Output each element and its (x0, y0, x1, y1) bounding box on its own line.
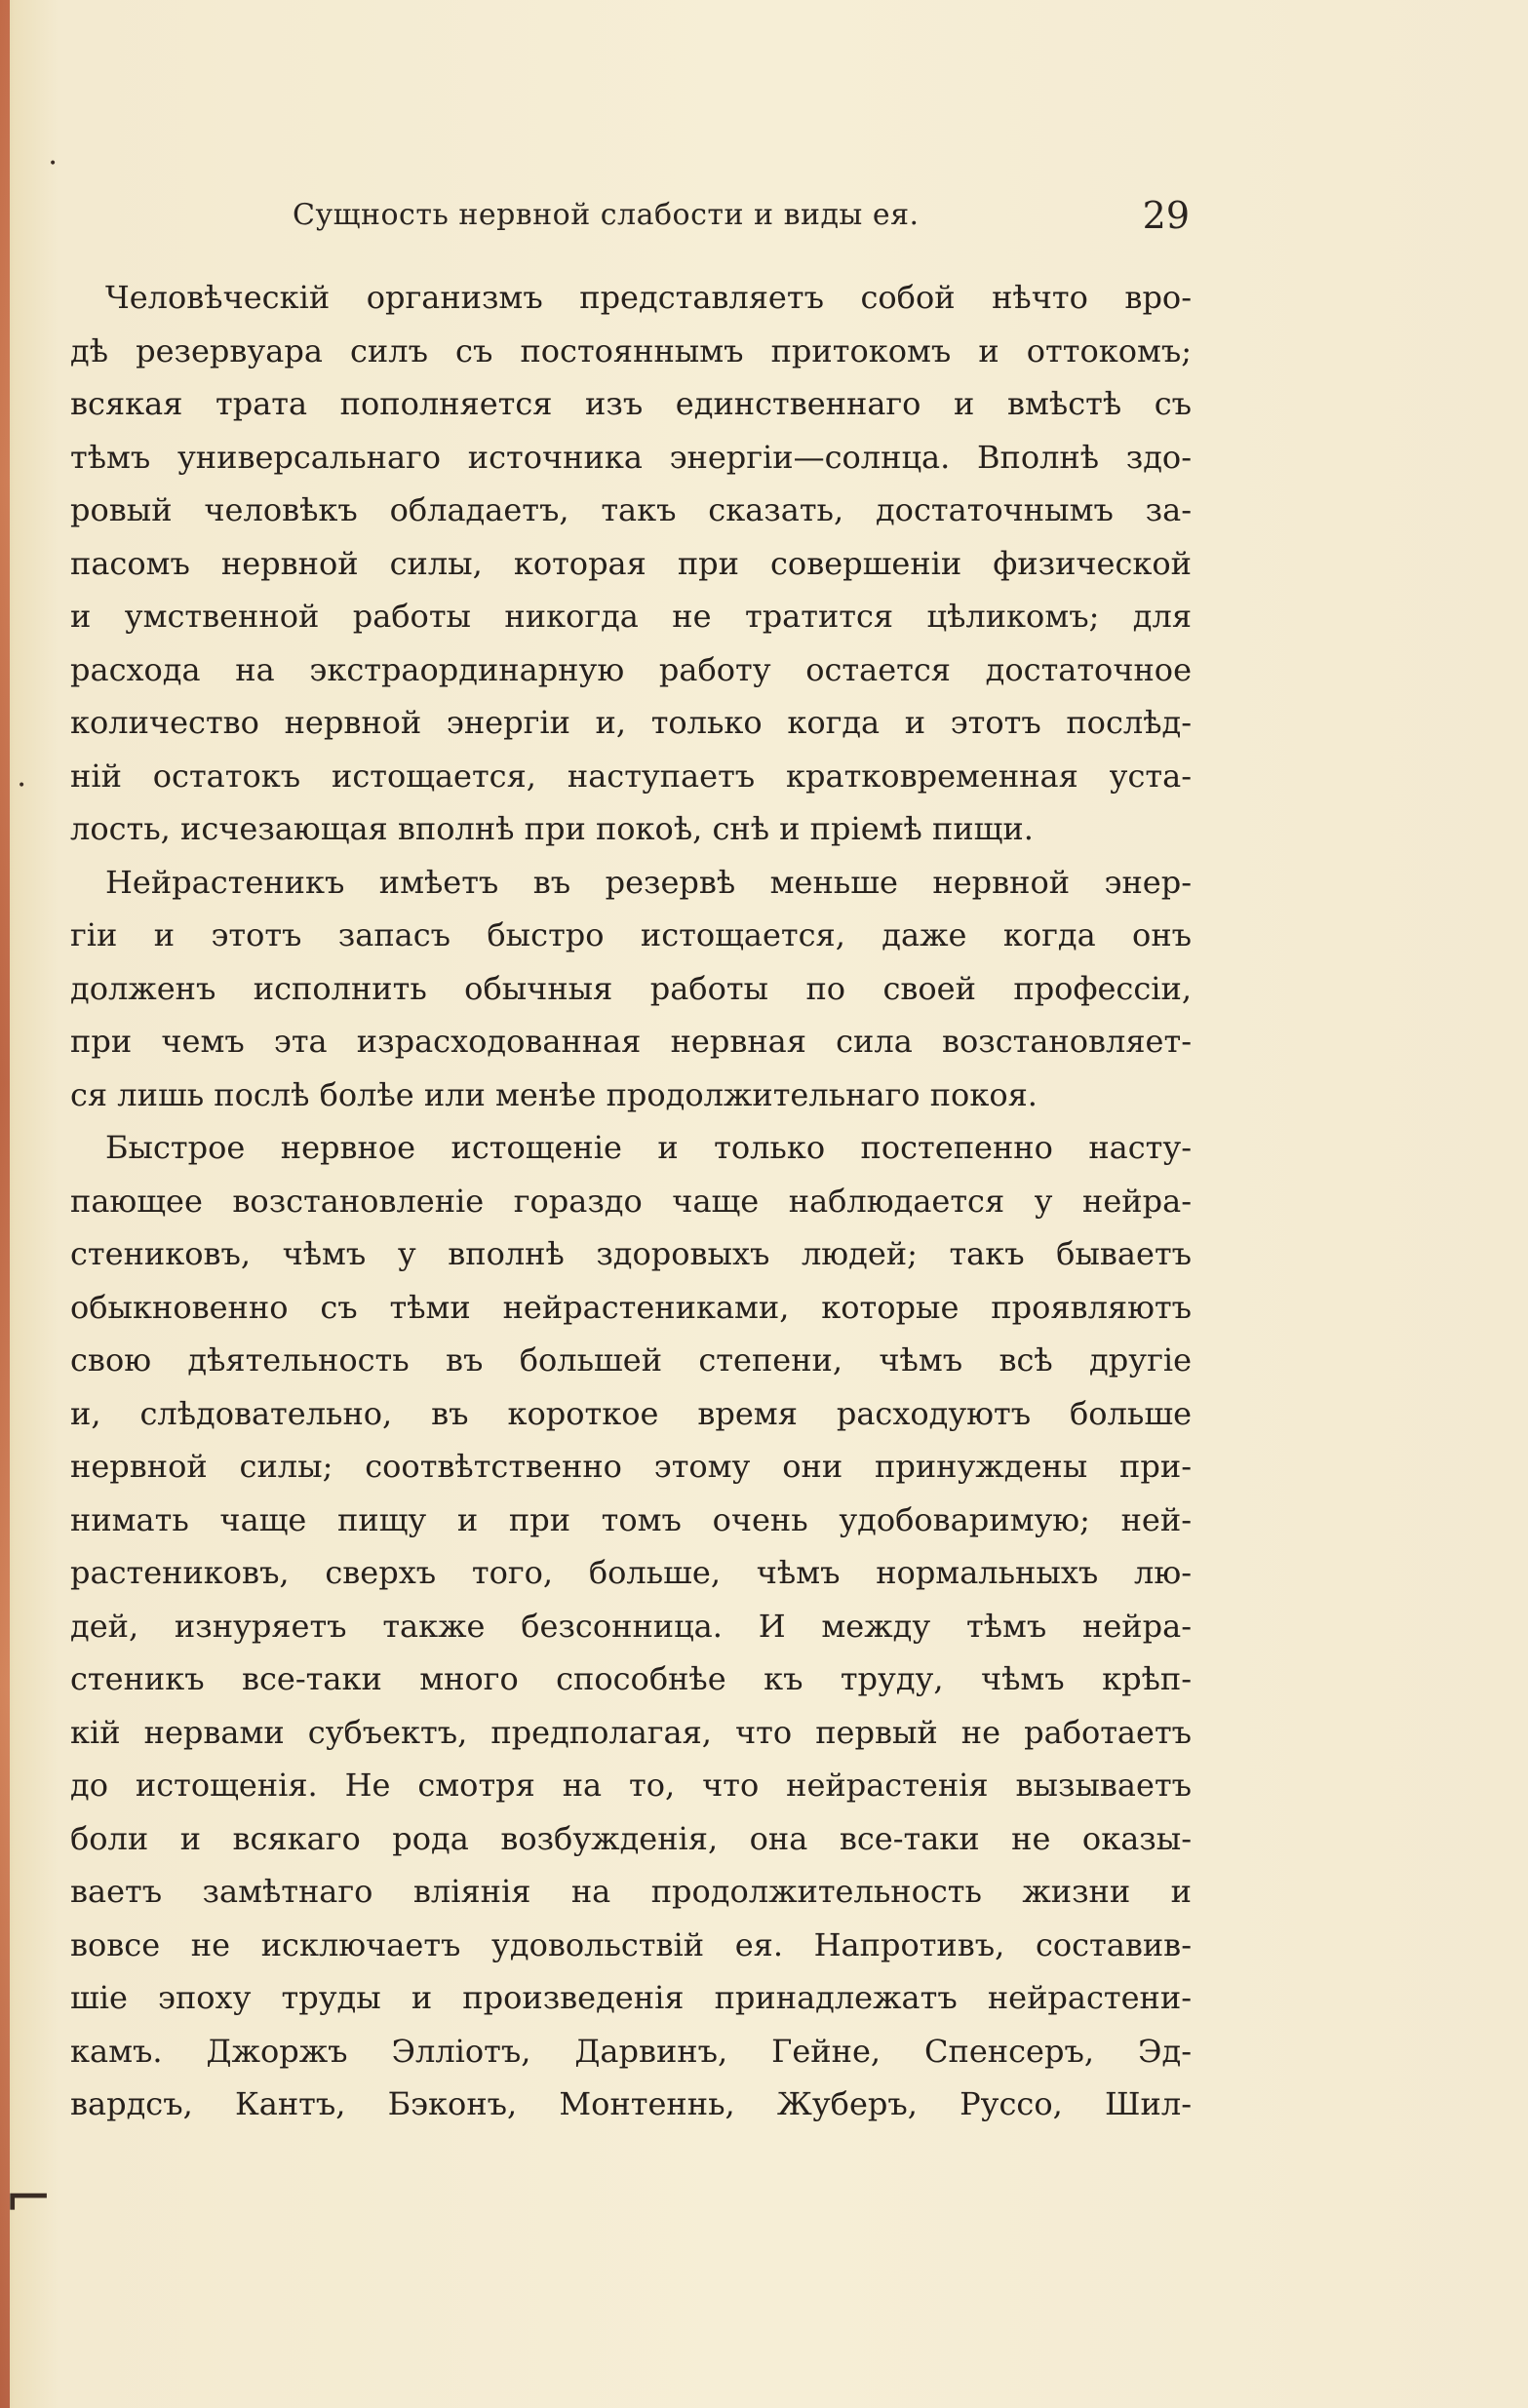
text-line: до истощенія. Не смотря на то, что нейрастенія вызываетъ (70, 1767, 1192, 1804)
text-line: пасомъ нервной силы, которая при совершеніи физической (70, 544, 1192, 582)
text-line: боли и всякаго рода возбужденія, она все-таки не оказы- (70, 1819, 1192, 1857)
text-line: вовсе не исключаетъ удовольствій ея. Напротивъ, составив- (70, 1925, 1192, 1963)
page-spine-edge (0, 0, 10, 2408)
text-line: дей, изнуряетъ также безсонница. И между тѣмъ нейра- (70, 1607, 1192, 1645)
ink-speck: • (18, 778, 26, 794)
text-line: ся лишь послѣ болѣе или менѣе продолжительнаго покоя. (70, 1075, 1038, 1113)
running-title: Сущность нервной слабости и виды ея. (293, 198, 920, 232)
text-line: стениковъ, чѣмъ у вполнѣ здоровыхъ людей; такъ бываетъ (70, 1235, 1192, 1272)
text-line: пающее возстановленіе гораздо чаще наблюдается у нейра- (70, 1182, 1192, 1220)
text-line: стеникъ все-таки много способнѣе къ труду, чѣмъ крѣп- (70, 1660, 1192, 1697)
text-line: камъ. Джоржъ Эллiотъ, Дарвинъ, Гейне, Спенсеръ, Эд- (70, 2032, 1192, 2070)
text-line: всякая трата пополняется изъ единственнаго и вмѣстѣ съ (70, 385, 1192, 422)
ink-speck: • (49, 156, 58, 172)
text-line: шіе эпоху труды и произведенія принадлежатъ нейрастени- (70, 1979, 1192, 2016)
text-line: Человѣческій организмъ представляетъ собой нѣчто вро- (105, 279, 1192, 316)
text-line: вардсъ, Кантъ, Бэконъ, Монтеннь, Жуберъ, Руссо, Шил- (70, 2085, 1192, 2122)
text-line: Быстрое нервное истощеніе и только постепенно насту- (105, 1129, 1192, 1166)
text-line: расхода на экстраординарную работу остается достаточное (70, 650, 1192, 688)
text-line: нервной силы; соотвѣтственно этому они принуждены при- (70, 1448, 1192, 1485)
text-line: долженъ исполнить обычныя работы по своей профессіи, (70, 969, 1192, 1007)
text-line: ваетъ замѣтнаго вліянія на продолжительность жизни и (70, 1873, 1192, 1910)
text-line: при чемъ эта израсходованная нервная сила возстановляет- (70, 1023, 1192, 1060)
text-line: нимать чаще пищу и при томъ очень удобоваримую; ней- (70, 1500, 1192, 1538)
text-line: растениковъ, сверхъ того, больше, чѣмъ нормальныхъ лю- (70, 1554, 1192, 1591)
text-line: свою дѣятельность въ большей степени, чѣмъ всѣ другіе (70, 1341, 1192, 1379)
page-number: 29 (1142, 194, 1190, 237)
text-line: гіи и этотъ запасъ быстро истощается, даже когда онъ (70, 916, 1192, 953)
text-line: лость, исчезающая вполнѣ при покоѣ, снѣ и пріемѣ пищи. (70, 810, 1034, 847)
text-line: тѣмъ универсальнаго источника энергіи—солнца. Вполнѣ здо- (70, 438, 1192, 476)
text-line: количество нервной энергіи и, только когда и этотъ послѣд- (70, 704, 1192, 741)
text-line: и, слѣдовательно, въ короткое время расходуютъ больше (70, 1394, 1192, 1432)
text-line: обыкновенно съ тѣми нейрастениками, которые проявляютъ (70, 1288, 1192, 1326)
text-line: и умственной работы никогда не тратится цѣликомъ; для (70, 598, 1192, 635)
body-text (70, 271, 1192, 2131)
text-line: кій нервами субъектъ, предполагая, что первый не работаетъ (70, 1713, 1192, 1751)
bracket-mark: ⌐ (4, 2164, 54, 2233)
text-line: ній остатокъ истощается, наступаетъ кратковременная уста- (70, 757, 1192, 795)
text-line: Нейрастеникъ имѣетъ въ резервѣ меньше нервной энер- (105, 863, 1192, 901)
text-line: ровый человѣкъ обладаетъ, такъ сказать, достаточнымъ за- (70, 491, 1192, 528)
text-line: дѣ резервуара силъ съ постояннымъ притокомъ и оттокомъ; (70, 331, 1192, 369)
page-header (68, 194, 1190, 247)
